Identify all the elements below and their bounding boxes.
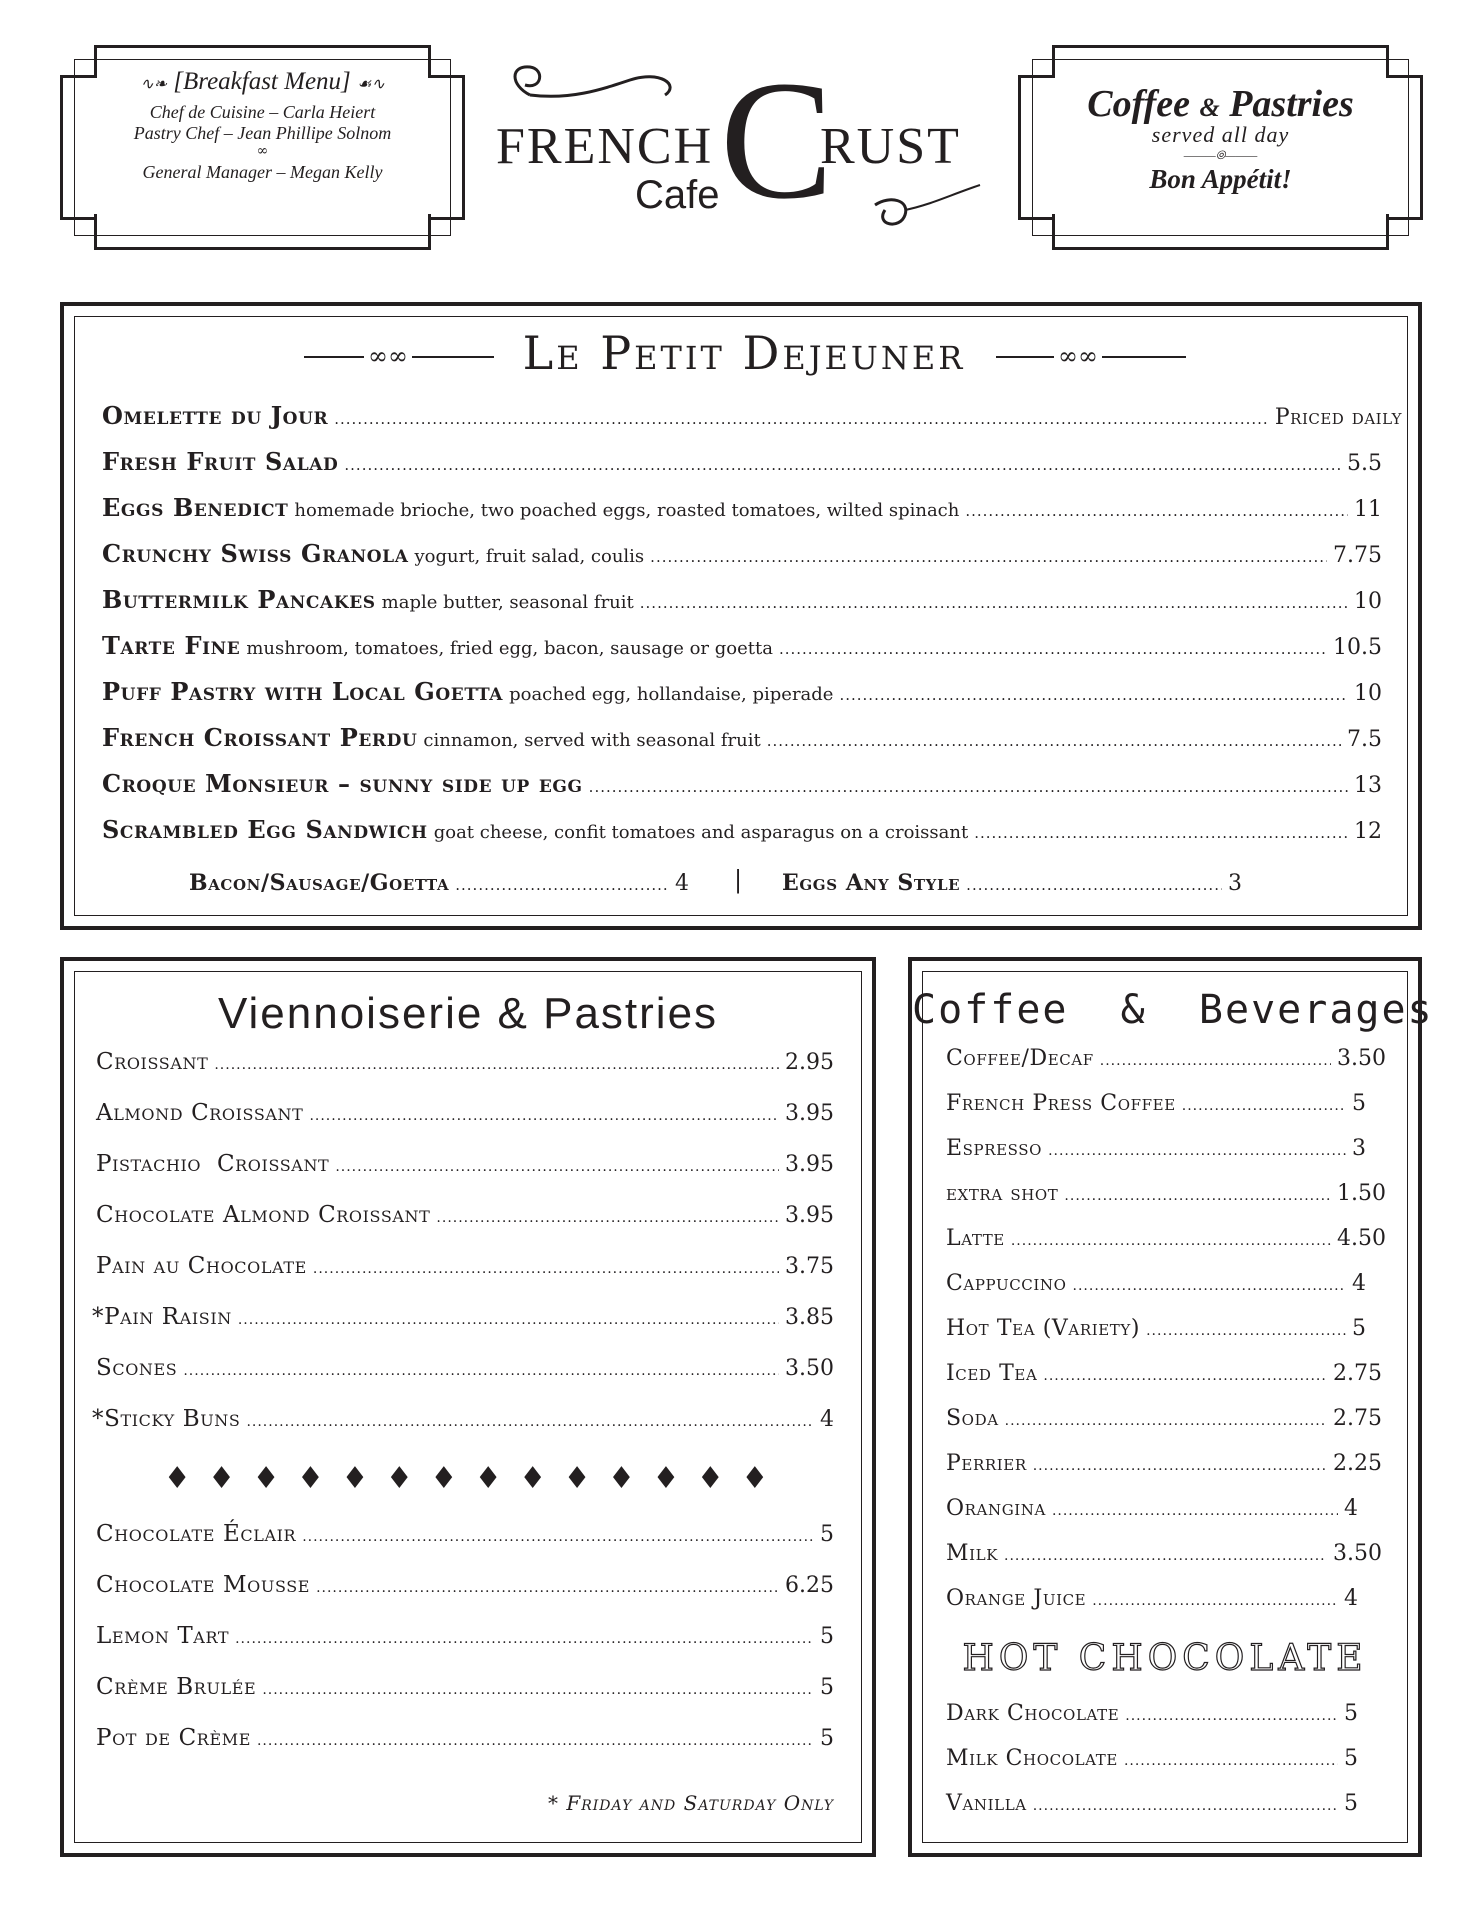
list-item: Espresso ..... 3 xyxy=(946,1136,1366,1161)
beverages-panel xyxy=(908,957,1434,1857)
swirl-right-icon: ∞∞ xyxy=(1054,342,1102,370)
hot-chocolate-title: HOT CHOCOLATE xyxy=(962,1638,1368,1679)
list-item: *Sticky Buns ..... 4 xyxy=(92,1406,834,1432)
petit-dejeuner-title: Le Petit Dejeuner xyxy=(522,326,966,380)
swirl-left-icon: ∞∞ xyxy=(364,342,412,370)
coffee-heading: Coffee xyxy=(1087,83,1190,125)
diamond-divider-icon: ♦ ♦ ♦ ♦ ♦ ♦ ♦ ♦ ♦ ♦ ♦ ♦ ♦ ♦ xyxy=(163,1461,773,1496)
list-item: Chocolate Mousse ..... 6.25 xyxy=(96,1572,834,1598)
viennoiserie-title: Viennoiserie & Pastries xyxy=(217,989,719,1038)
divider-ornament-icon: ———⦾——— xyxy=(1183,148,1258,162)
pastry-chef-credit: Pastry Chef – Jean Phillipe Solnom xyxy=(133,123,392,143)
list-item: Milk Chocolate ..... 5 xyxy=(946,1746,1358,1771)
list-item: Croque Monsieur – sunny side up egg ..... 13 xyxy=(102,769,1382,798)
list-item: Cappuccino ..... 4 xyxy=(946,1271,1366,1296)
list-item: extra shot ..... 1.50 xyxy=(946,1181,1386,1206)
list-item: Hot Tea (Variety) ..... 5 xyxy=(946,1316,1366,1341)
list-item: French Croissant Perdu cinnamon, served with seasonal fruit ..... 7.5 xyxy=(102,723,1382,752)
list-item: Scrambled Egg Sandwich goat cheese, confit tomatoes and asparagus on a croissant ..... 12 xyxy=(102,815,1382,844)
list-item: Pot de Crème ..... 5 xyxy=(96,1725,834,1751)
list-item: Pain au Chocolate ..... 3.75 xyxy=(96,1253,834,1279)
list-item: Omelette du Jour ..... Priced daily xyxy=(102,401,1402,430)
side-item: Eggs Any Style ..... 3 xyxy=(782,868,1242,896)
header-coffee-box xyxy=(1018,45,1423,250)
list-item: Eggs Benedict homemade brioche, two poached eggs, roasted tomatoes, wilted spinach ..... 11 xyxy=(102,493,1382,522)
footnote: * Friday and Saturday Only xyxy=(548,1791,834,1815)
flourish-left-icon: ∿❧ xyxy=(140,76,168,93)
amp-heading: & xyxy=(1199,93,1220,122)
list-item: Almond Croissant ..... 3.95 xyxy=(96,1100,834,1126)
flourish-right-icon: ☙∿ xyxy=(357,76,385,93)
list-item: Tarte Fine mushroom, tomatoes, fried egg, bacon, sausage or goetta ..... 10.5 xyxy=(102,631,1382,660)
list-item: Fresh Fruit Salad ..... 5.5 xyxy=(102,447,1382,476)
pastries-heading: Pastries xyxy=(1229,83,1354,125)
list-item: Vanilla ..... 5 xyxy=(946,1791,1358,1816)
chef-credit: Chef de Cuisine – Carla Heiert xyxy=(149,102,376,122)
breakfast-menu-title: [Breakfast Menu] xyxy=(173,68,351,95)
manager-credit: General Manager – Megan Kelly xyxy=(142,162,383,182)
petit-dejeuner-panel xyxy=(60,302,1422,930)
list-item: Orangina ..... 4 xyxy=(946,1496,1358,1521)
logo-french: FRENCH xyxy=(496,118,714,175)
list-item: Iced Tea ..... 2.75 xyxy=(946,1361,1382,1386)
list-item: French Press Coffee ..... 5 xyxy=(946,1091,1366,1116)
list-item: Chocolate Almond Croissant ..... 3.95 xyxy=(96,1202,834,1228)
list-item: Scones ..... 3.50 xyxy=(96,1355,834,1381)
served-all-day: served all day xyxy=(1151,122,1290,147)
list-item: Puff Pastry with Local Goetta poached egg, hollandaise, piperade ..... 10 xyxy=(102,677,1382,706)
bon-appetit: Bon Appétit! xyxy=(1149,164,1292,194)
list-item: Crème Brulée ..... 5 xyxy=(96,1674,834,1700)
list-item: Lemon Tart ..... 5 xyxy=(96,1623,834,1649)
list-item: Perrier ..... 2.25 xyxy=(946,1451,1382,1476)
french-crust-logo xyxy=(490,46,990,235)
ornament-icon: ∞ xyxy=(256,143,269,159)
sides-separator: | xyxy=(734,866,743,894)
viennoiserie-panel xyxy=(60,957,876,1857)
list-item: Orange Juice ..... 4 xyxy=(946,1586,1358,1611)
list-item: Dark Chocolate ..... 5 xyxy=(946,1701,1358,1726)
list-item: *Pain Raisin ..... 3.85 xyxy=(92,1304,834,1330)
list-item: Crunchy Swiss Granola yogurt, fruit salad, coulis ..... 7.75 xyxy=(102,539,1382,568)
logo-rust: RUST xyxy=(820,118,961,175)
list-item: Milk ..... 3.50 xyxy=(946,1541,1382,1566)
list-item: Pistachio Croissant ..... 3.95 xyxy=(96,1151,834,1177)
side-item: Bacon/Sausage/Goetta ..... 4 xyxy=(189,868,689,896)
logo-big-c: C xyxy=(720,46,834,234)
list-item: Croissant ..... 2.95 xyxy=(96,1049,834,1075)
beverages-title: Coffee & Beverages xyxy=(912,987,1434,1033)
list-item: Latte ..... 4.50 xyxy=(946,1226,1386,1251)
list-item: Chocolate Éclair ..... 5 xyxy=(96,1521,834,1547)
list-item: Coffee/Decaf ..... 3.50 xyxy=(946,1046,1386,1071)
list-item: Soda ..... 2.75 xyxy=(946,1406,1382,1431)
logo-cafe: Cafe xyxy=(635,173,720,217)
header-staff-box xyxy=(60,45,465,250)
list-item: Buttermilk Pancakes maple butter, seasonal fruit ..... 10 xyxy=(102,585,1382,614)
